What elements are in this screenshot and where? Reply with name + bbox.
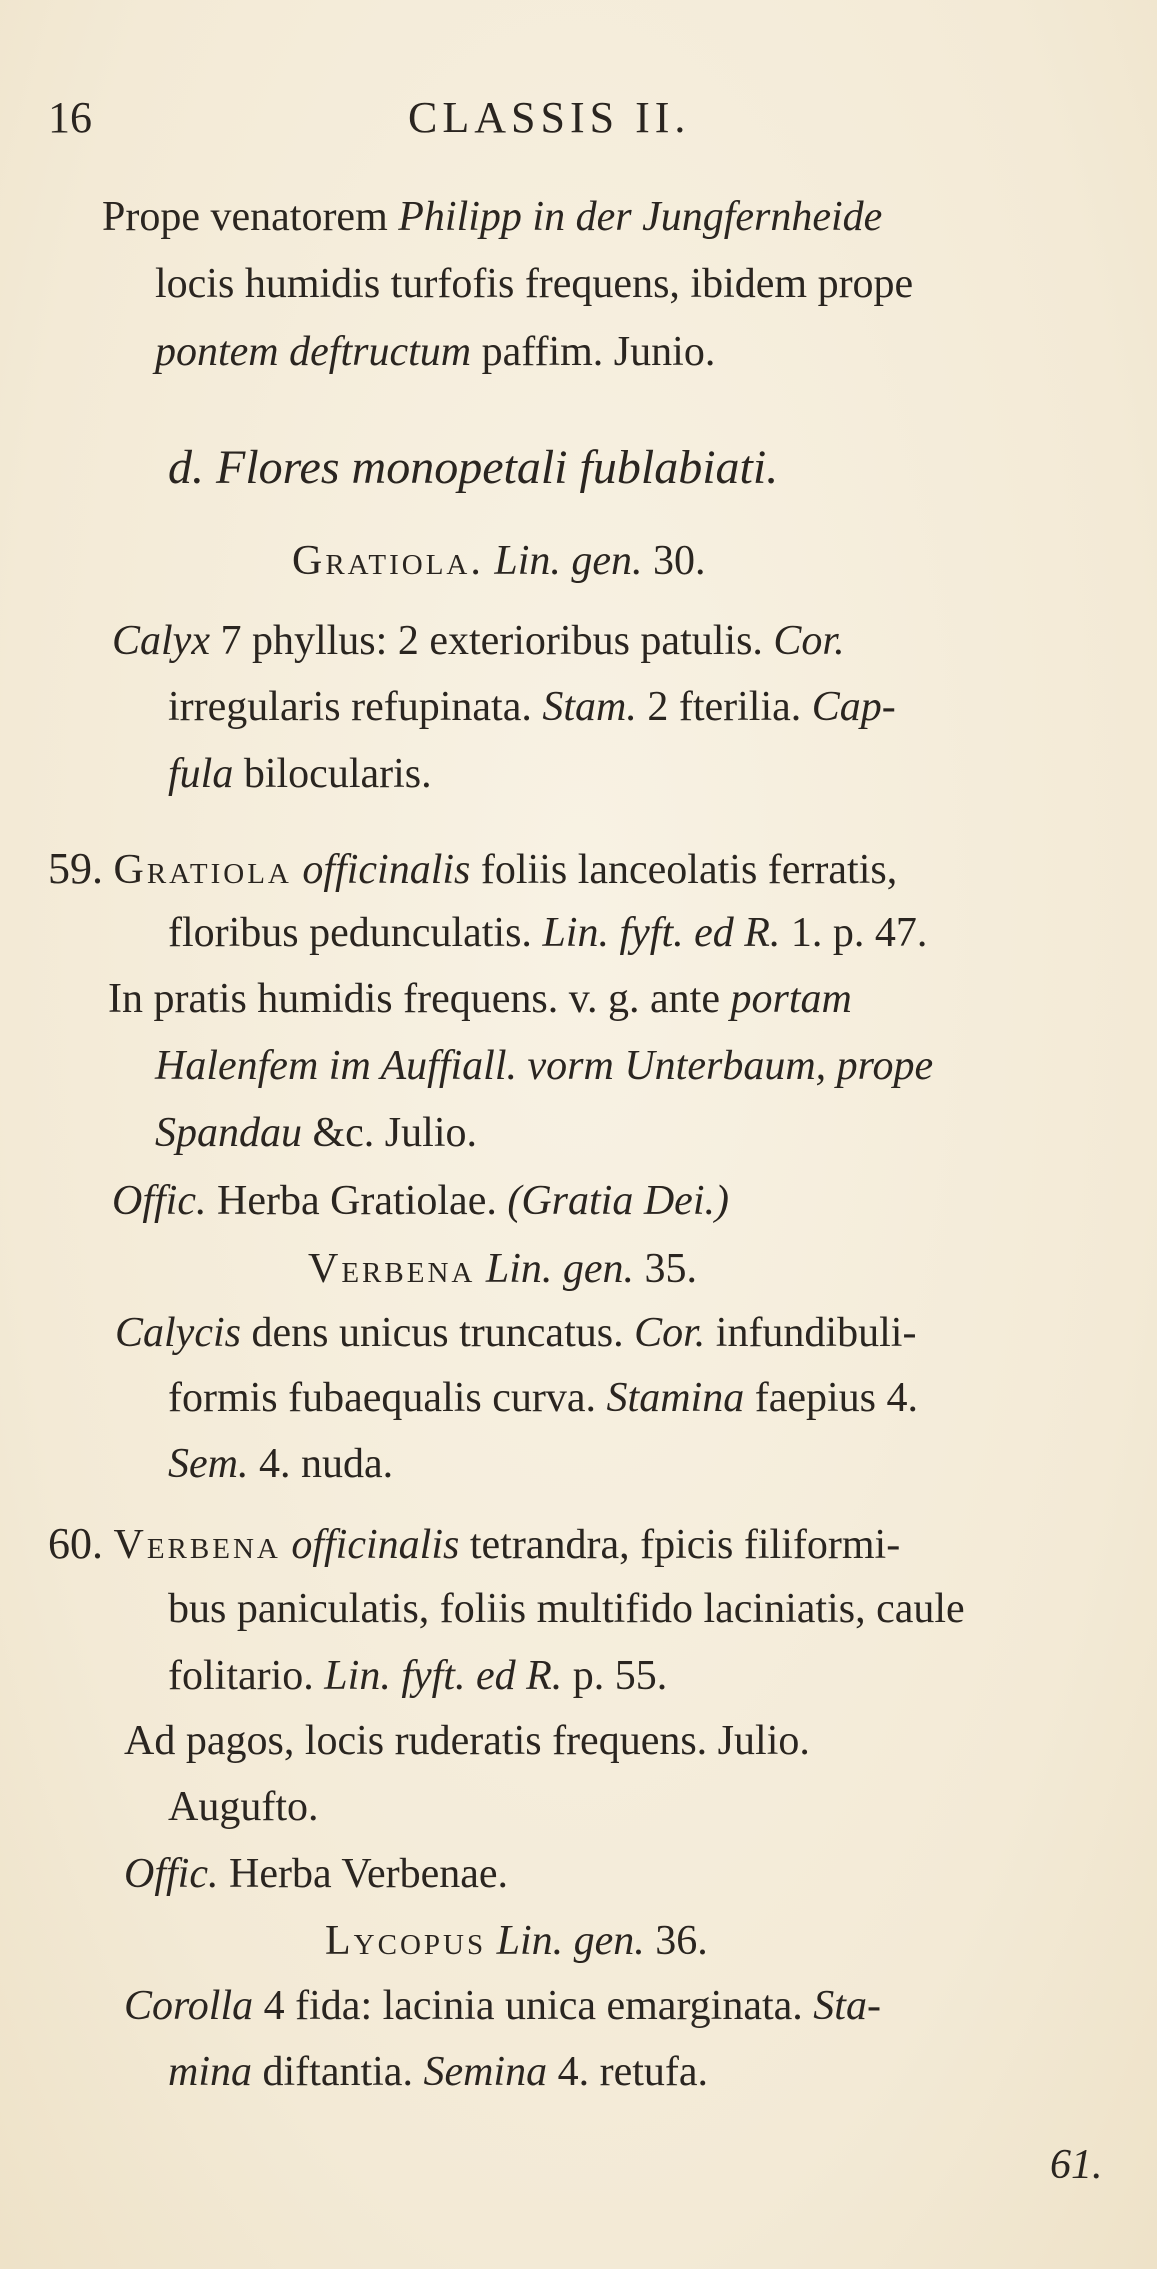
text: bilocularis. — [233, 751, 432, 797]
entry-number: 60. — [48, 1519, 103, 1568]
entry-number: 59. — [48, 844, 103, 893]
gratiola-desc-line-2 — [168, 686, 896, 728]
genus-reference: Lin. gen. — [496, 1918, 645, 1964]
genus-name: Verbena — [113, 1522, 281, 1568]
species-name: officinalis — [280, 1522, 460, 1568]
text: floribus pedunculatis. — [168, 910, 543, 956]
gratiola-genus-heading — [292, 540, 706, 582]
text: Herba Verbenae. — [218, 1851, 509, 1897]
entry-60-offic — [124, 1853, 508, 1895]
term: Calyx — [112, 618, 210, 664]
verbena-desc-line-2 — [168, 1377, 918, 1419]
reference: Lin. fyft. ed R. — [324, 1653, 563, 1699]
text: (Gratia Dei.) — [507, 1178, 729, 1224]
lycopus-desc-line-2 — [168, 2051, 708, 2093]
text: 4. retufa. — [547, 2049, 709, 2095]
text: dens unicus truncatus. — [240, 1310, 635, 1356]
running-title: CLASSIS II. — [408, 93, 691, 142]
place-name: Spandau — [155, 1110, 302, 1156]
verbena-genus-heading — [308, 1248, 697, 1290]
text: 1. p. 47. — [780, 910, 928, 956]
verbena-desc-line-1 — [115, 1312, 916, 1354]
entry-60-line-2: bus paniculatis, foliis multifido laciniatis, caule — [168, 1586, 965, 1632]
section-heading: d. Flores monopetali fublabiati. — [168, 441, 779, 494]
text: paffim. Junio. — [471, 329, 716, 375]
genus-number: 35. — [644, 1246, 698, 1292]
page-number: 16 — [48, 93, 92, 142]
entry-59-habitat-2: Halenfem im Auffiall. vorm Unterbaum, prope — [155, 1043, 934, 1089]
text: 4 fida: lacinia unica emarginata. — [253, 1983, 814, 2029]
term: Offic. — [112, 1178, 207, 1224]
entry-59-line-2 — [168, 912, 927, 954]
lycopus-genus-heading — [325, 1920, 708, 1962]
text: diftantia. — [252, 2049, 424, 2095]
entry-60-line-3 — [168, 1655, 667, 1697]
catchword: 61. — [1050, 2142, 1103, 2188]
genus-reference: Lin. gen. — [494, 538, 643, 584]
prope-line-2: locis humidis turfofis frequens, ibidem prope — [155, 261, 914, 307]
reference: Lin. fyft. ed R. — [542, 910, 781, 956]
place-name: Philipp in der Jungfernheide — [398, 194, 883, 240]
genus-name: Gratiola. — [292, 538, 484, 584]
genus-reference: Lin. gen. — [485, 1246, 635, 1292]
term: Stamina — [606, 1375, 745, 1421]
genus-number: 30. — [653, 538, 706, 584]
text: 7 phyllus: 2 exterioribus patulis. — [209, 618, 774, 664]
prope-line-1 — [102, 196, 882, 238]
term: Stam. — [542, 684, 637, 730]
text: foliis lanceolatis ferratis, — [470, 847, 898, 893]
place-name: pontem deftructum — [155, 329, 472, 375]
term: Sem. — [168, 1441, 249, 1487]
genus-name: Lycopus — [325, 1918, 487, 1964]
entry-60-habitat-2: Augufto. — [168, 1784, 319, 1830]
gratiola-desc-line-1 — [112, 620, 845, 662]
entry-59-offic — [112, 1180, 729, 1222]
entry-59-habitat-1 — [108, 978, 852, 1020]
term: Corolla — [124, 1983, 254, 2029]
genus-name: Verbena — [308, 1246, 476, 1292]
term: Semina — [423, 2049, 548, 2095]
term: Cor. — [634, 1310, 706, 1356]
text: infundibuli- — [705, 1310, 917, 1356]
term: Cap- — [811, 684, 896, 730]
term: fula — [168, 751, 234, 797]
entry-59-line-1 — [48, 844, 898, 893]
text: p. 55. — [562, 1653, 668, 1699]
genus-number: 36. — [655, 1918, 708, 1964]
genus-name: Gratiola — [113, 847, 292, 893]
entry-60-habitat-1: Ad pagos, locis ruderatis frequens. Julio. — [124, 1718, 810, 1764]
verbena-desc-line-3 — [168, 1443, 393, 1485]
text: formis fubaequalis curva. — [168, 1375, 607, 1421]
species-name: officinalis — [291, 847, 471, 893]
term: Sta- — [813, 1983, 881, 2029]
text: 4. nuda. — [248, 1441, 394, 1487]
text: faepius 4. — [744, 1375, 918, 1421]
term: Offic. — [124, 1851, 219, 1897]
text: irregularis refupinata. — [168, 684, 543, 730]
lycopus-desc-line-1 — [124, 1985, 881, 2027]
text: &c. Julio. — [302, 1110, 477, 1156]
text: Prope venatorem — [102, 194, 399, 240]
term: mina — [168, 2049, 252, 2095]
text: Herba Gratiolae. — [206, 1178, 508, 1224]
text: In pratis humidis frequens. v. g. ante — [108, 976, 731, 1022]
entry-60-line-1 — [48, 1519, 901, 1568]
entry-59-habitat-3 — [155, 1112, 477, 1154]
text: 2 fterilia. — [636, 684, 812, 730]
gratiola-desc-line-3 — [168, 753, 432, 795]
place-name: portam — [730, 976, 852, 1022]
text: folitario. — [168, 1653, 325, 1699]
prope-line-3 — [155, 331, 715, 373]
term: Cor. — [773, 618, 845, 664]
text: tetrandra, fpicis filiformi- — [459, 1522, 901, 1568]
term: Calycis — [115, 1310, 241, 1356]
